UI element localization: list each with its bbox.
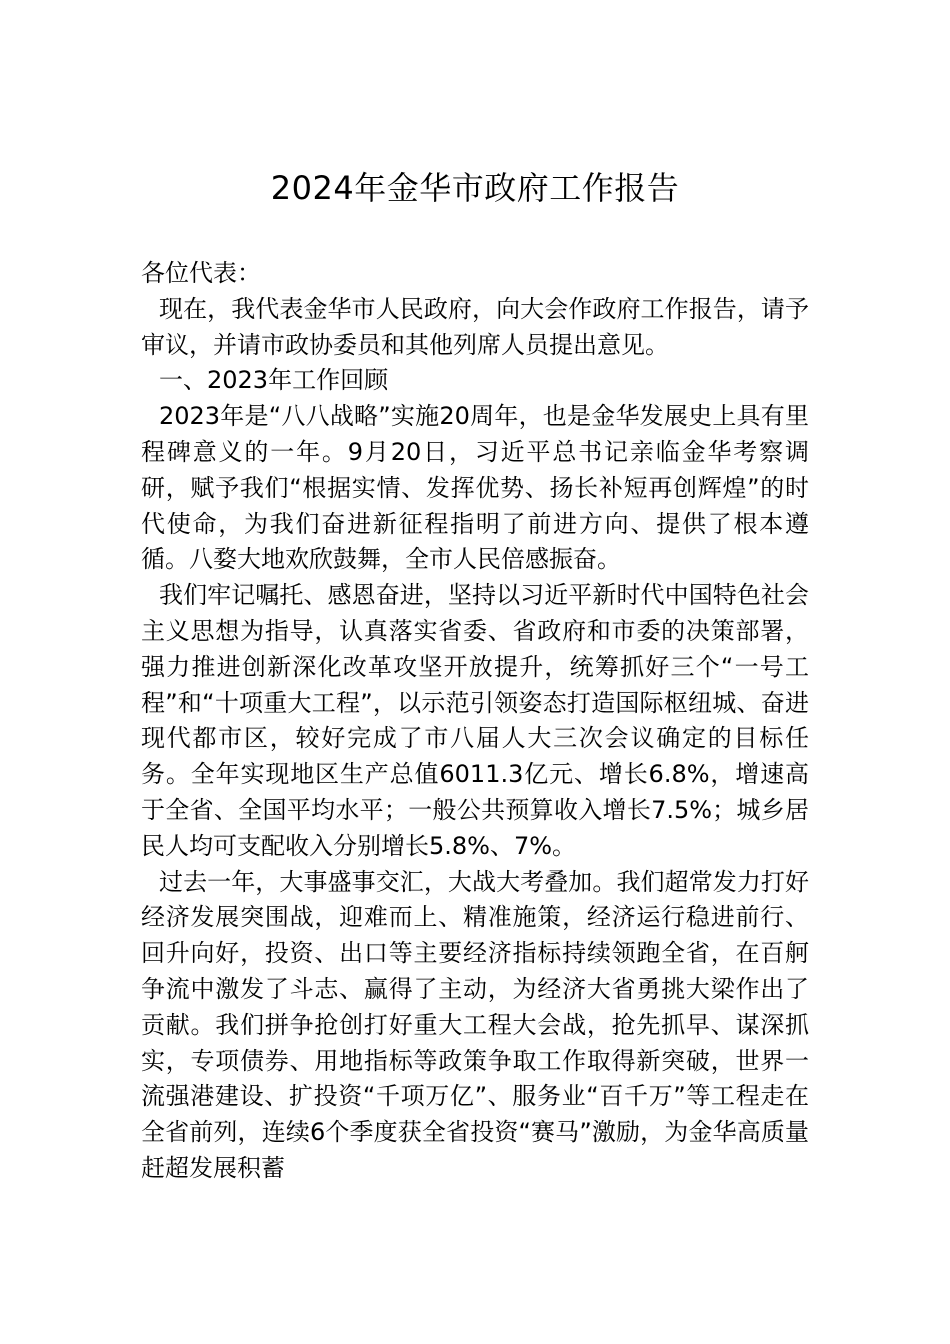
opening-paragraph: 现在，我代表金华市人民政府，向大会作政府工作报告，请予审议，并请市政协委员和其他列席人员提出意见。	[141, 294, 809, 359]
document-title: 2024年金华市政府工作报告	[270, 169, 680, 207]
body-paragraph: 我们牢记嘱托、感恩奋进，坚持以习近平新时代中国特色社会主义思想为指导，认真落实省委、省政府和市委的决策部署，强力推进创新深化改革攻坚开放提升，统筹抓好三个“一号工程”和“十项重大工程”，以示范引领姿态打造国际枢纽城、奋进现代都市区，较好完成了市八届人大三次会议确定的目标任务。全年实现地区生产总值6011.3亿元、增长6.8%，增速高于全省、全国平均水平；一般公共预算收入增长7.5%；城乡居民人均可支配收入分别增长5.8%、7%。	[141, 581, 809, 860]
section-heading: 一、2023年工作回顾	[159, 366, 389, 395]
body-paragraph: 2023年是“八八战略”实施20周年，也是金华发展史上具有里程碑意义的一年。9月20日，习近平总书记亲临金华考察调研，赋予我们“根据实情、发挥优势、扬长补短再创辉煌”的时代使命，为我们奋进新征程指明了前进方向、提供了根本遵循。八婺大地欢欣鼓舞，全市人民倍感振奋。	[141, 402, 809, 574]
body-paragraph: 过去一年，大事盛事交汇，大战大考叠加。我们超常发力打好经济发展突围战，迎难而上、精准施策，经济运行稳进前行、回升向好，投资、出口等主要经济指标持续领跑全省，在百舸争流中激发了斗志、赢得了主动，为经济大省勇挑大梁作出了贡献。我们拼争抢创打好重大工程大会战，抢先抓早、谋深抓实，专项债券、用地指标等政策争取工作取得新突破，世界一流强港建设、扩投资“千项万亿”、服务业“百千万”等工程走在全省前列，连续6个季度获全省投资“赛马”激励，为金华高质量赶超发展积蓄	[141, 867, 809, 1182]
salutation-paragraph: 各位代表：	[141, 259, 261, 287]
document-body	[141, 256, 809, 1187]
